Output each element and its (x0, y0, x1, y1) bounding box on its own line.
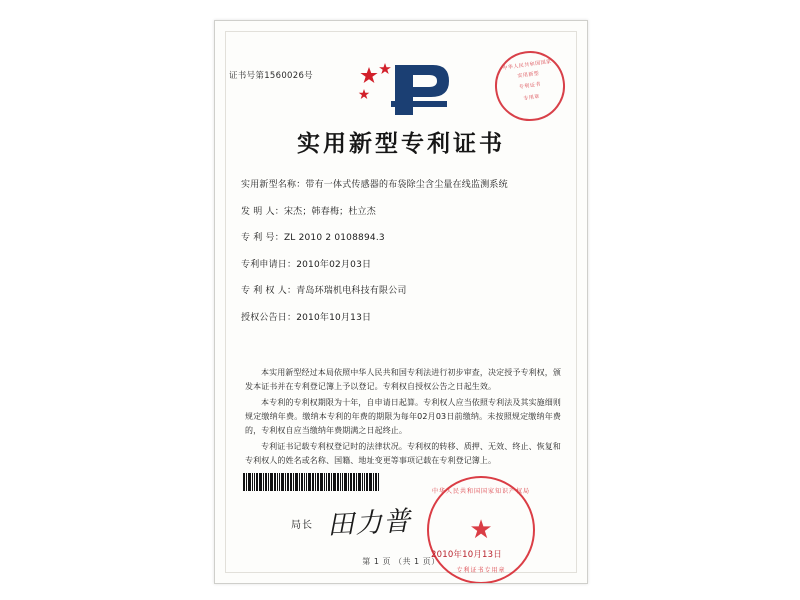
top-seal-line-3: 专利证书 (518, 81, 542, 91)
big-seal-top-text: 中华人民共和国国家知识产权局 (431, 488, 530, 495)
body-paragraph-3: 专利证书记载专利权登记时的法律状况。专利权的转移、质押、无效、终止、恢复和专利权人的姓名或名称、国籍、地址变更等事项记载在专利登记簿上。 (245, 442, 561, 465)
top-seal-line-2: 实用新型 (517, 70, 540, 80)
big-seal-bottom-text: 专利证书专用章 (456, 567, 506, 574)
certificate-number: 证书号第1560026号 (229, 71, 313, 81)
field-label-grant-date: 授权公告日： (241, 312, 297, 323)
field-value-patent-number: ZL 2010 2 0108894.3 (283, 233, 385, 243)
field-row-grant-date (241, 312, 563, 325)
field-label-inventor: 发 明 人： (241, 206, 284, 217)
sipo-logo-icon (351, 61, 455, 119)
field-row-patentee (241, 285, 563, 298)
field-value-inventor: 宋杰；韩春梅；杜立杰 (283, 206, 376, 217)
field-row-name (241, 179, 563, 192)
field-row-patent-number (241, 232, 563, 245)
top-seal-line-4: 专用章 (523, 93, 541, 103)
field-list (241, 179, 563, 338)
top-seal-line-1: 中华人民共和国国家 (502, 58, 553, 72)
field-label-patentee: 专 利 权 人： (241, 286, 297, 296)
body-text (245, 366, 561, 470)
director-signature: 田力普 (326, 505, 412, 542)
body-paragraph-1: 本实用新型经过本局依照中华人民共和国专利法进行初步审查，决定授予专利权，颁发本证书并在专利登记簿上予以登记。专利权自授权公告之日起生效。 (245, 368, 561, 391)
field-label-name: 实用新型名称： (241, 180, 306, 190)
body-paragraph-2: 本专利的专利权期限为十年，自申请日起算。专利权人应当依照专利法及其实施细则规定缴纳年费。缴纳本专利的年费的期限为每年02月03日前缴纳。未按照规定缴纳年费的，专利权自应当缴纳年费期满之日起终止。 (245, 398, 561, 435)
field-label-patent-number: 专 利 号： (241, 233, 284, 243)
seal-date: 2010年10月13日 (431, 550, 502, 560)
field-value-name: 带有一体式传感器的布袋除尘含尘量在线监测系统 (305, 180, 508, 190)
national-emblem-icon: ★ (469, 515, 493, 545)
certificate-sheet (214, 20, 588, 584)
document-title: 实用新型专利证书 (297, 131, 505, 157)
field-row-inventor (241, 206, 563, 219)
field-value-patentee: 青岛环瑞机电科技有限公司 (296, 286, 407, 296)
field-value-grant-date: 2010年10月13日 (296, 312, 372, 323)
barcode (243, 473, 427, 491)
page-indicator: 第 1 页 （共 1 页） (362, 557, 440, 566)
field-label-application-date: 专利申请日： (241, 259, 297, 270)
field-row-application-date (241, 259, 563, 272)
field-value-application-date: 2010年02月03日 (296, 259, 372, 270)
national-office-seal (427, 476, 535, 584)
director-label: 局长 (291, 520, 313, 531)
